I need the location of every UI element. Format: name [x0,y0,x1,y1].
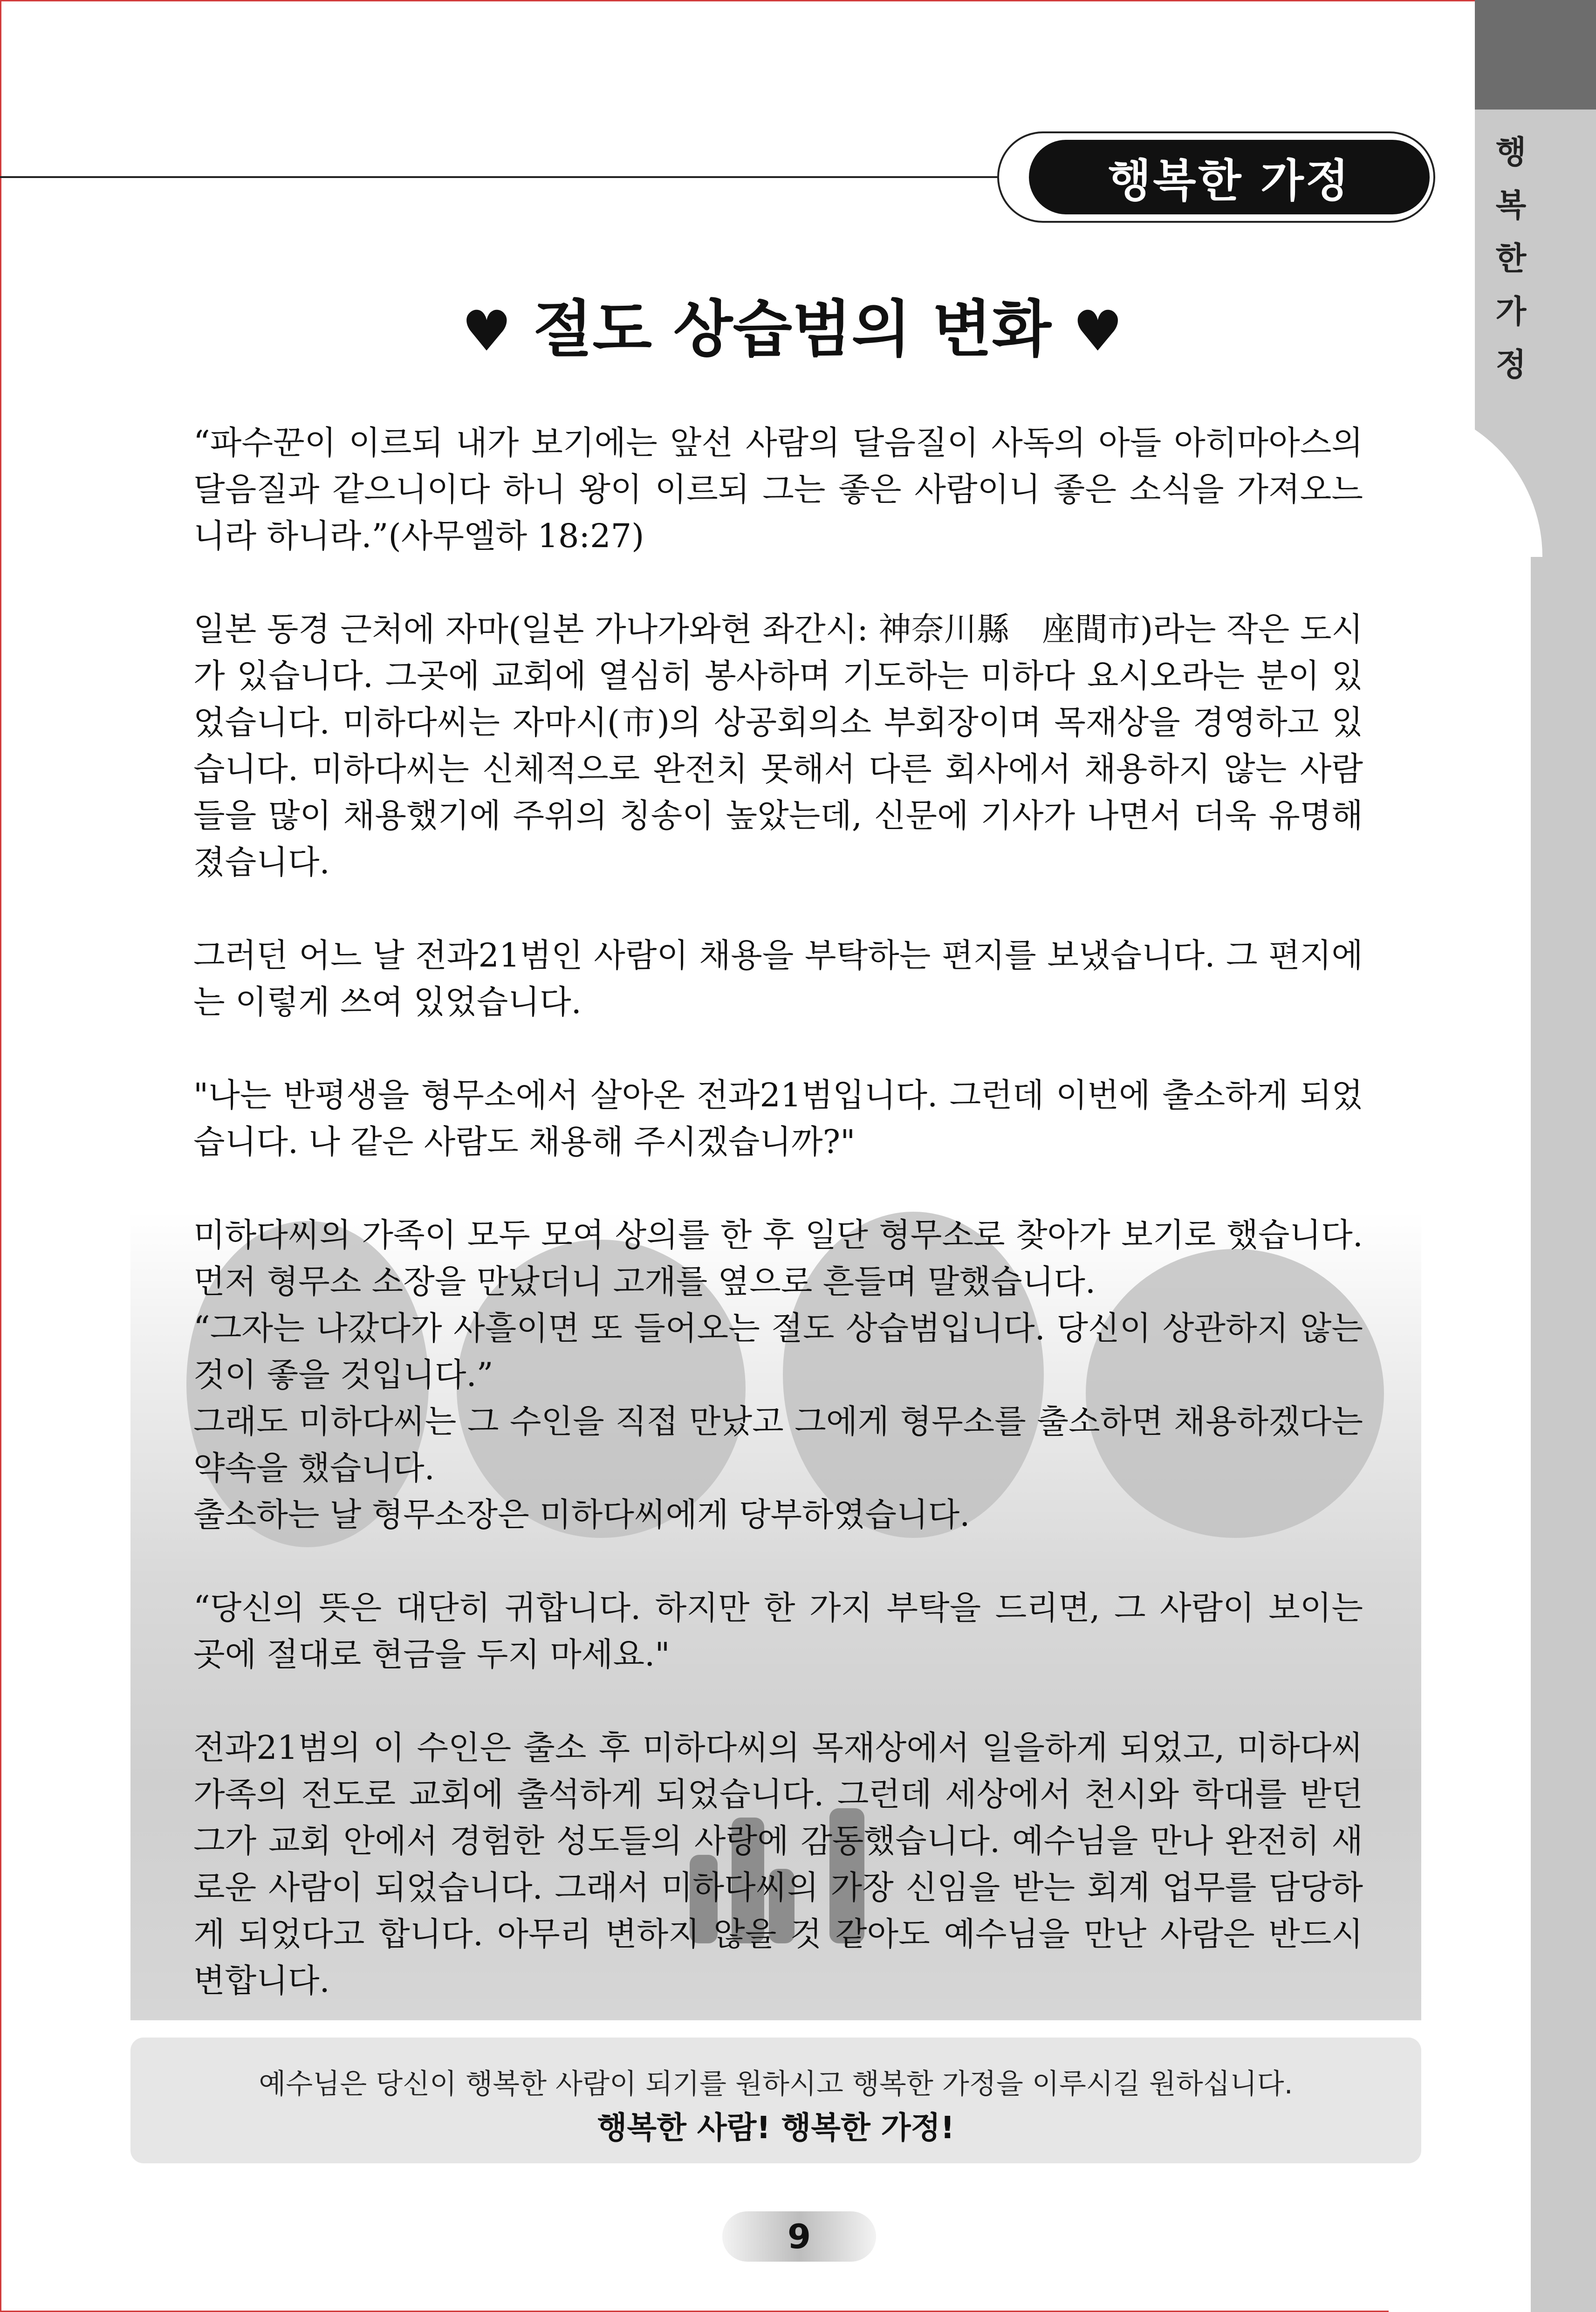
paragraph: 그러던 어느 날 전과21범인 사람이 채용을 부탁하는 편지를 보냈습니다. 그 편지에는 이렇게 쓰여 있었습니다. [193,936,1363,1021]
side-tab-top-block [1475,0,1596,110]
side-tab-label [1475,130,1547,388]
footer-slogan: 행복한 사람! 행복한 가정! [597,2110,955,2146]
side-tab-char: 복 [1495,187,1527,224]
article-body [193,419,1363,2004]
footer-message: 예수님은 당신이 행복한 사람이 되기를 원하시고 행복한 가정을 이루시길 원하십니다. [259,2068,1293,2100]
paragraph-quote: “당신의 뜻은 대단히 귀합니다. 하지만 한 가지 부탁을 드리면, 그 사람이 보이는 곳에 절대로 현금을 두지 마세요." [193,1589,1363,1674]
header-rule [0,176,1002,178]
paragraph-quote: "나는 반평생을 형무소에서 살아온 전과21범입니다. 그런데 이번에 출소하게 되었습니다. 나 같은 사람도 채용해 주시겠습니까?" [193,1076,1363,1161]
side-tab-char: 한 [1495,240,1527,277]
paragraph: 전과21범의 이 수인은 출소 후 미하다씨의 목재상에서 일을하게 되었고, 미하다씨 가족의 전도로 교회에 출석하게 되었습니다. 그런데 세상에서 천시와 학대를 받던 그가 교회 안에서 경험한 성도들의 사랑에 감동했습니다. 예수님을 만나 완전히 새로운 사람이 되었습니다. 그래서 미하다씨의 가장 신임을 받는 회계 업무를 담당하게 되었다고 합니다. 아무리 변하지 않을 것 같아도 예수님을 만난 사람은 반드시 변합니다. [193,1729,1363,2000]
page-number: 9 [722,2211,876,2262]
paragraph: 미하다씨의 가족이 모두 모여 상의를 한 후 일단 형무소로 찾아가 보기로 했습니다. 먼저 형무소 소장을 만났더니 고개를 옆으로 흔들며 말했습니다. [193,1216,1363,1301]
page-title-text: 절도 상습범의 변화 [533,294,1051,365]
paragraph-quote: “그자는 나갔다가 사흘이면 또 들어오는 절도 상습범입니다. 당신이 상관하지 않는 것이 좋을 것입니다.” [193,1309,1363,1394]
side-tab-char: 행 [1495,134,1527,171]
side-tab-char: 정 [1495,347,1527,384]
paragraph-scripture: “파수꾼이 이르되 내가 보기에는 앞선 사람의 달음질이 사독의 아들 아히마아스의 달음질과 같으니이다 하니 왕이 이르되 그는 좋은 사람이니 좋은 소식을 가져오느니라 하니라.”(사무엘하 18:27) [193,424,1363,555]
heart-icon: ♥ [1072,299,1123,364]
side-tab-char: 가 [1495,294,1527,330]
paragraph: 일본 동경 근처에 자마(일본 가나가와현 좌간시: 神奈川縣 座間市)라는 작은 도시가 있습니다. 그곳에 교회에 열심히 봉사하며 기도하는 미하다 요시오라는 분이 있었습니다. 미하다씨는 자마시(市)의 상공회의소 부회장이며 목재상을 경영하고 있습니다. 미하다씨는 신체적으로 완전치 못해서 다른 회사에서 채용하지 않는 사람들을 많이 채용했기에 주위의 칭송이 높았는데, 신문에 기사가 나면서 더욱 유명해졌습니다. [193,610,1363,881]
page-title [186,280,1398,368]
paragraph: 출소하는 날 형무소장은 미하다씨에게 당부하였습니다. [193,1496,970,1534]
header-badge: 행복한 가정 [1029,140,1430,214]
heart-icon: ♥ [461,299,512,364]
footer-message-box [130,2038,1421,2163]
paragraph: 그래도 미하다씨는 그 수인을 직접 만났고 그에게 형무소를 출소하면 채용하겠다는 약속을 했습니다. [193,1402,1363,1487]
